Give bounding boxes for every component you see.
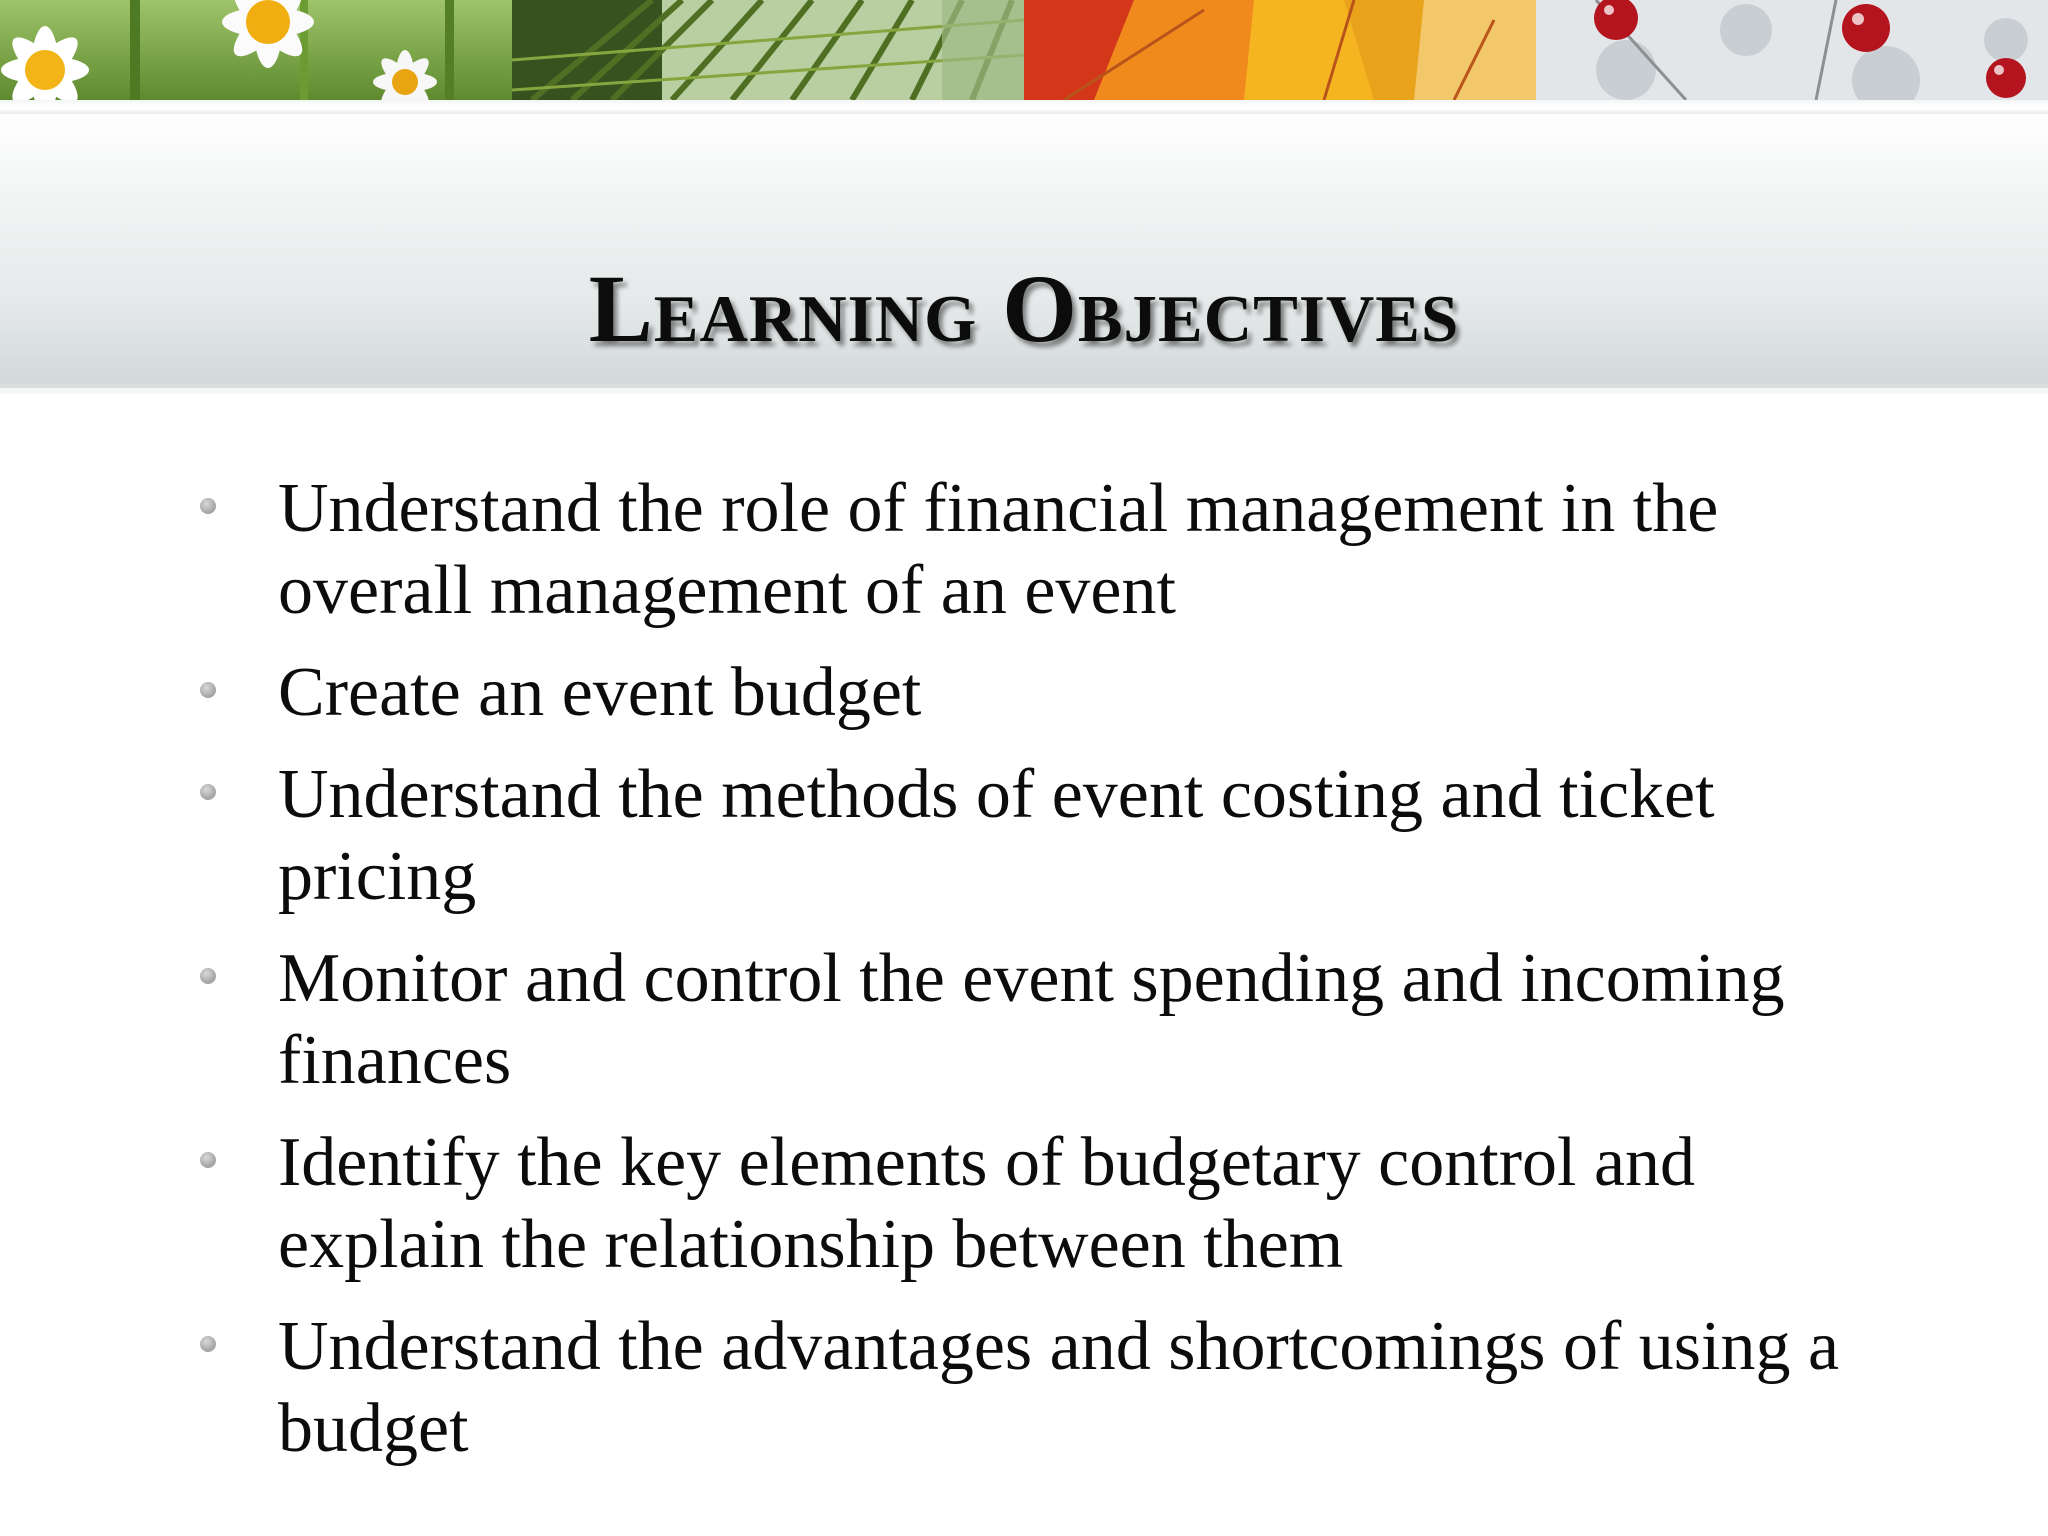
- objective-item: [0, 754, 1898, 918]
- title-band: [0, 114, 2048, 388]
- objective-text: Understand the methods of event costing and ticket pricing: [278, 756, 1715, 915]
- autumn-leaves-image: [1024, 0, 1536, 100]
- seasonal-banner: [0, 0, 2048, 100]
- bullet-icon: [200, 1152, 216, 1168]
- summer-palm-image: [512, 0, 1024, 100]
- bullet-icon: [200, 1336, 216, 1352]
- slide-title: Learning Objectives: [588, 255, 1460, 362]
- bullet-icon: [200, 784, 216, 800]
- bullet-icon: [200, 682, 216, 698]
- objectives-list: [0, 468, 2048, 1490]
- objective-text: Create an event budget: [278, 654, 922, 731]
- objective-item: [0, 938, 1898, 1102]
- objective-text: Identify the key elements of budgetary control and explain the relationship between them: [278, 1124, 1696, 1283]
- objective-text: Monitor and control the event spending and incoming finances: [278, 940, 1785, 1099]
- objective-item: [0, 468, 1898, 632]
- bullet-icon: [200, 968, 216, 984]
- objective-item: [0, 1122, 1898, 1286]
- objective-item: [0, 1306, 1898, 1470]
- objective-text: Understand the role of financial management in the overall management of an event: [278, 470, 1719, 629]
- bullet-icon: [200, 498, 216, 514]
- objective-item: [0, 652, 1898, 734]
- spring-daisies-image: [0, 0, 512, 100]
- winter-berries-image: [1536, 0, 2048, 100]
- objective-text: Understand the advantages and shortcomings of using a budget: [278, 1308, 1840, 1467]
- banner-divider: [0, 100, 2048, 114]
